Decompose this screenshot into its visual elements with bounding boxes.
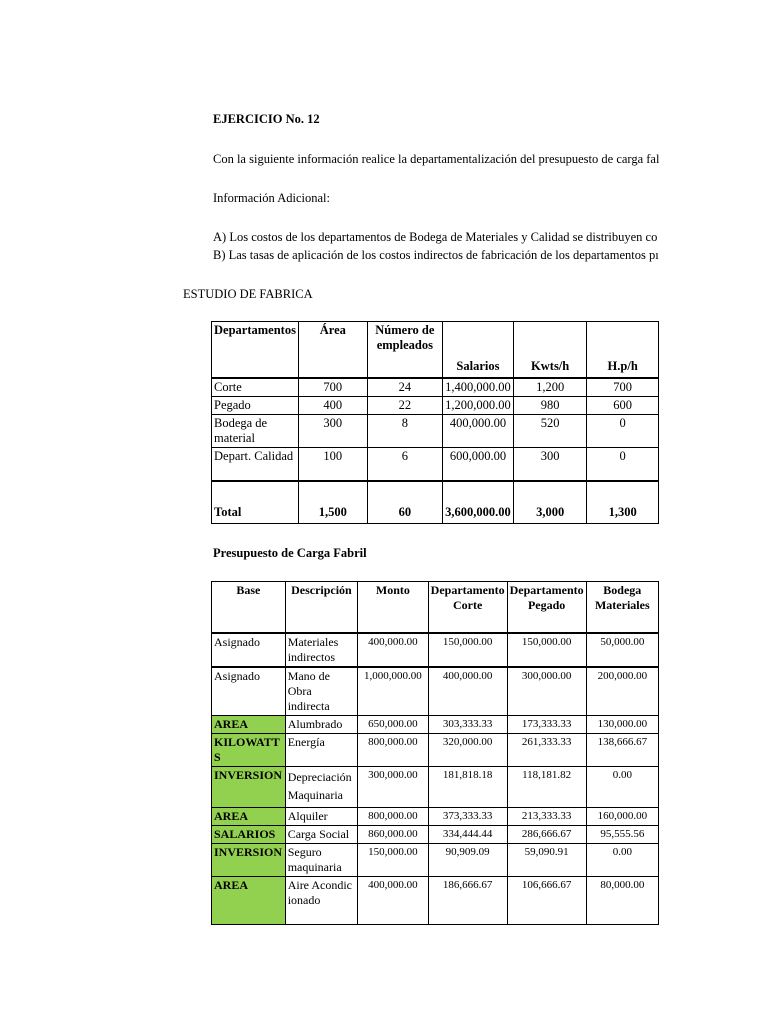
point-b: B) Las tasas de aplicación de los costos indirectos de fabricación de los departamentos pı: [213, 248, 659, 262]
cell: 106,666.67: [507, 877, 586, 925]
header-bodega: [586, 582, 658, 634]
cell: 400,000.00: [358, 877, 429, 925]
cell: Pegado: [212, 397, 299, 415]
cell: 320,000.00: [428, 734, 507, 767]
cell: 1,500: [298, 481, 367, 524]
header-area: Área: [298, 322, 367, 379]
cell: 50,000.00: [586, 633, 658, 667]
base-cell: Asignado: [212, 633, 286, 667]
header-descripcion: Descripción: [285, 582, 357, 634]
cell: 1,400,000.00: [442, 378, 513, 397]
cell: 400: [298, 397, 367, 415]
cell: 0: [587, 415, 659, 448]
header-kwts: Kwts/h: [513, 322, 586, 379]
cell: 59,090.91: [507, 844, 586, 877]
base-cell: INVERSION: [212, 767, 286, 808]
table-row: [212, 448, 659, 482]
cell: 400,000.00: [442, 415, 513, 448]
cell: 700: [298, 378, 367, 397]
cell: 334,444.44: [428, 826, 507, 844]
cell: 8: [367, 415, 442, 448]
study-table: [211, 321, 659, 524]
cell: 373,333.33: [428, 808, 507, 826]
budget-table: [211, 581, 659, 925]
table-row: [212, 767, 659, 808]
cell: 286,666.67: [507, 826, 586, 844]
cell: 150,000.00: [358, 844, 429, 877]
exercise-title: EJERCICIO No. 12: [213, 112, 320, 126]
table-row: [212, 716, 659, 734]
cell: 300: [513, 448, 586, 482]
cell: 650,000.00: [358, 716, 429, 734]
cell: 860,000.00: [358, 826, 429, 844]
desc-cell: Alquiler: [285, 808, 357, 826]
cell: 1,200: [513, 378, 586, 397]
base-cell: AREA: [212, 877, 286, 925]
cell: 303,333.33: [428, 716, 507, 734]
header-salarios: Salarios: [442, 322, 513, 379]
desc-cell: Mano de Obra indirecta: [285, 667, 357, 716]
cell: 300: [298, 415, 367, 448]
table-row: [212, 877, 659, 925]
cell: 700: [587, 378, 659, 397]
budget-header-row: [212, 582, 659, 634]
base-cell: SALARIOS: [212, 826, 286, 844]
cell: 6: [367, 448, 442, 482]
header-bodega-bottom: Materiales: [594, 598, 650, 612]
cell: 213,333.33: [507, 808, 586, 826]
table-row: [212, 844, 659, 877]
cell: 118,181.82: [507, 767, 586, 808]
cell: 300,000.00: [358, 767, 429, 808]
cell: 173,333.33: [507, 716, 586, 734]
cell: 520: [513, 415, 586, 448]
cell: 60: [367, 481, 442, 524]
table-row: [212, 826, 659, 844]
header-hp: H.p/h: [587, 322, 659, 379]
header-corte-bottom: Corte: [452, 598, 483, 612]
desc-cell: Depreciación Maquinaria: [285, 767, 357, 808]
header-pegado-bottom: Pegado: [527, 598, 566, 612]
table-row: [212, 633, 659, 667]
cell: 160,000.00: [586, 808, 658, 826]
table-row: [212, 808, 659, 826]
cell: 0.00: [586, 844, 658, 877]
base-cell: AREA: [212, 808, 286, 826]
cell: Bodega de material: [212, 415, 299, 448]
cell: 95,555.56: [586, 826, 658, 844]
point-a: A) Los costos de los departamentos de Bodega de Materiales y Calidad se distribuyen co: [213, 230, 658, 244]
header-monto: Monto: [358, 582, 429, 634]
budget-title: Presupuesto de Carga Fabril: [213, 546, 367, 560]
cell: 138,666.67: [586, 734, 658, 767]
cell: 600,000.00: [442, 448, 513, 482]
cell: Corte: [212, 378, 299, 397]
header-base: Base: [212, 582, 286, 634]
desc-cell: Materiales indirectos: [285, 633, 357, 667]
cell: 186,666.67: [428, 877, 507, 925]
header-bodega-top: Bodega: [603, 583, 642, 597]
cell: 1,300: [587, 481, 659, 524]
study-title: ESTUDIO DE FABRICA: [183, 287, 313, 301]
desc-cell: Carga Social: [285, 826, 357, 844]
desc-cell: Energía: [285, 734, 357, 767]
desc-cell: Seguro maquinaria: [285, 844, 357, 877]
cell: 100: [298, 448, 367, 482]
base-cell: INVERSION: [212, 844, 286, 877]
study-header-row: [212, 322, 659, 379]
cell: 800,000.00: [358, 808, 429, 826]
table-row: [212, 667, 659, 716]
base-cell: Asignado: [212, 667, 286, 716]
cell: 3,600,000.00: [442, 481, 513, 524]
cell: 80,000.00: [586, 877, 658, 925]
cell: 3,000: [513, 481, 586, 524]
intro-text: Con la siguiente información realice la departamentalización del presupuesto de carga fal: [213, 152, 659, 166]
header-empleados: Número de empleados: [367, 322, 442, 379]
cell: 400,000.00: [358, 633, 429, 667]
header-departamentos: Departamentos: [212, 322, 299, 379]
base-cell: AREA: [212, 716, 286, 734]
cell: 150,000.00: [428, 633, 507, 667]
header-corte-top: Departamento: [430, 583, 505, 597]
header-pegado-top: Departamento: [509, 583, 584, 597]
total-row: [212, 481, 659, 524]
desc-cell: Aire Acondicionado: [285, 877, 357, 925]
cell: 22: [367, 397, 442, 415]
header-corte: [428, 582, 507, 634]
cell: 24: [367, 378, 442, 397]
cell: 600: [587, 397, 659, 415]
cell: 130,000.00: [586, 716, 658, 734]
table-row: [212, 397, 659, 415]
header-pegado: [507, 582, 586, 634]
table-row: [212, 415, 659, 448]
cell: 300,000.00: [507, 667, 586, 716]
cell: 0.00: [586, 767, 658, 808]
cell: 181,818.18: [428, 767, 507, 808]
total-label: Total: [212, 481, 299, 524]
cell: 261,333.33: [507, 734, 586, 767]
cell: 0: [587, 448, 659, 482]
table-row: [212, 378, 659, 397]
base-cell: KILOWATTS: [212, 734, 286, 767]
cell: Depart. Calidad: [212, 448, 299, 482]
cell: 400,000.00: [428, 667, 507, 716]
cell: 800,000.00: [358, 734, 429, 767]
table-row: [212, 734, 659, 767]
info-label: Información Adicional:: [213, 191, 330, 205]
cell: 980: [513, 397, 586, 415]
cell: 90,909.09: [428, 844, 507, 877]
desc-cell: Alumbrado: [285, 716, 357, 734]
cell: 1,000,000.00: [358, 667, 429, 716]
cell: 200,000.00: [586, 667, 658, 716]
cell: 1,200,000.00: [442, 397, 513, 415]
cell: 150,000.00: [507, 633, 586, 667]
